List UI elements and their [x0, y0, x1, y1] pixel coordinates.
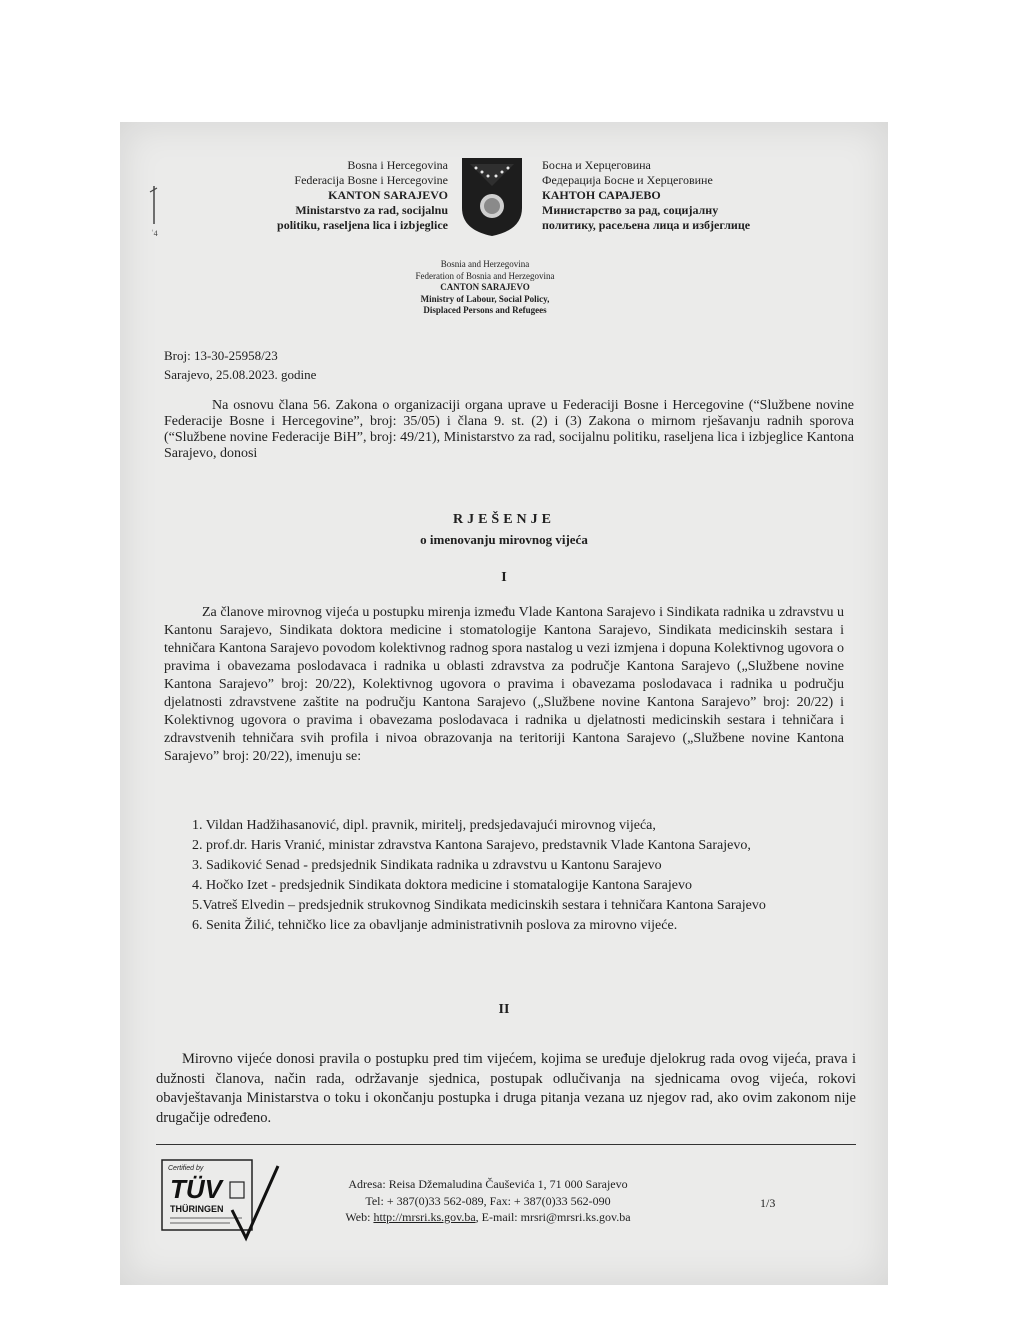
section-heading-1: I: [501, 570, 507, 585]
list-item: 4. Hočko Izet - predsjednik Sindikata doktora medicine i stomatalogije Kantona Sarajevo: [192, 878, 692, 893]
footer-web-line: [288, 1209, 688, 1226]
header-english-line: Displaced Persons and Refugees: [423, 305, 547, 315]
footer-web-link[interactable]: http://mrsri.ks.gov.ba: [373, 1210, 476, 1224]
header-left-line: Federacija Bosne i Hercegovine: [294, 173, 448, 187]
section-1-paragraph: [164, 604, 844, 766]
header-english: [380, 259, 590, 317]
section-2-paragraph: [156, 1050, 856, 1128]
intro-paragraph: [164, 398, 854, 462]
list-item: 3. Sadiković Senad - predsjednik Sindikata radnika u zdravstvu u Kantonu Sarajevo: [192, 858, 662, 873]
header-english-line: Bosnia and Herzegovina: [440, 259, 530, 269]
header-left-line: Bosna i Hercegovina: [347, 158, 448, 172]
footer-address-line: Adresa: Reisa Džemaludina Čauševića 1, 71 000 Sarajevo: [348, 1177, 628, 1191]
header-left: [220, 158, 448, 233]
header-left-line: KANTON SARAJEVO: [328, 188, 448, 202]
list-item: 1. Vildan Hadžihasanović, dipl. pravnik, miritelj, predsjedavajući mirovnog vijeća,: [192, 818, 656, 833]
header-right-line: политику, расељена лица и избјеглице: [542, 218, 751, 232]
list-item: 5.Vatreš Elvedin – predsjednik strukovnog Sindikata medicinskih sestara i tehničara Kantona Sarajevo: [192, 898, 766, 913]
section-heading-2: II: [498, 1002, 510, 1017]
header-english-line: CANTON SARAJEVO: [440, 282, 530, 292]
header-right-line: Босна и Херцеговина: [542, 158, 651, 172]
header-right-line: Федерација Босне и Херцеговине: [542, 173, 713, 187]
document-number: Broj: 13-30-25958/23: [164, 348, 278, 363]
coat-of-arms-icon: [460, 156, 524, 238]
footer-web-label: Web:: [345, 1210, 374, 1224]
header-right-line: Министарство за рад, социјалну: [542, 203, 719, 217]
section-2-text: Mirovno vijeće donosi pravila o postupku pred tim vijećem, kojima se uređuje djelokrug rada ovog vijeća, prava i dužnosti članova, način rada, održavanje sjednica, postupak odlučivanja na sjednicama ovog vijeća, rokovi obavještavanja Ministarstva o toku i okončanju postupka i druga pitanja vezana uz njegov rad, ako ovim zakonom nije drugačije određeno.: [156, 1051, 856, 1126]
header-english-line: Federation of Bosnia and Herzegovina: [415, 270, 555, 281]
document-date: Sarajevo, 25.08.2023. godine: [164, 367, 317, 382]
page-number: 1/3: [760, 1196, 776, 1210]
footer-address: [288, 1176, 688, 1226]
header-left-line: politiku, raseljena lica i izbjeglice: [277, 218, 448, 232]
header-right: [542, 158, 802, 233]
tuv-certification-logo: [160, 1152, 280, 1248]
header-left-line: Ministarstvo za rad, socijalnu: [295, 203, 448, 217]
members-list: [136, 816, 876, 936]
header-right-line: КАНТОН САРАЈЕВО: [542, 188, 661, 202]
list-item: 6. Senita Žilić, tehničko lice za obavljanje administrativnih poslova za mirovno vijeće.: [192, 918, 678, 933]
svg-text:ʿ4: ʿ4: [151, 229, 158, 238]
document-subtitle: o imenovanju mirovnog vijeća: [420, 532, 588, 547]
document-page: [120, 122, 888, 1285]
header-english-line: Ministry of Labour, Social Policy,: [420, 293, 550, 304]
footer-email: , E-mail: mrsri@mrsri.ks.gov.ba: [475, 1210, 631, 1224]
list-item: 2. prof.dr. Haris Vranić, ministar zdravstva Kantona Sarajevo, predstavnik Vlade Kantona Sarajevo,: [192, 838, 751, 853]
margin-mark: [148, 184, 162, 238]
footer-phone-line: Tel: + 387(0)33 562-089, Fax: + 387(0)33 562-090: [365, 1193, 611, 1208]
tuv-certified-label: Certified by: [168, 1165, 204, 1172]
section-1-text: Za članove mirovnog vijeća u postupku mirenja između Vlade Kantona Sarajevo i Sindikata radnika u zdravstvu u Kantonu Sarajevo, Sindikata doktora medicine i stomatologije Kantona Sarajevo, Sindikata medicinskih sestara i tehničara Kantona Sarajevo povodom kolektivnog radnog spora nastalog u vezi izmjena i dopuna Kolektivnog ugovora o pravima i obavezama poslodavaca i radnika u oblasti zdravstva za područje Kantona Sarajevo („Službene novine Kantona Sarajevo” broj: 20/22), Kolektivnog ugovora o pravima i obavezama poslodavaca i radnika u području djelatnosti zdravstvene zaštite na području Kantona Sarajevo („Službene novine Kantona Sarajevo” broj: 20/22) i Kolektivnog ugovora o pravima i obavezama poslodavaca i radnika u djelatnosti medicinskih sestara i tehničara i zdravstvenih tehničara svih profila i nivoa obrazovanja na teritoriji Kantona Sarajevo („Službene novine Kantona Sarajevo” broj: 20/22), imenuju se:: [164, 605, 844, 764]
footer-divider: [156, 1144, 856, 1145]
tuv-region: THÜRINGEN: [170, 1204, 224, 1214]
tuv-logo-icon: [160, 1152, 280, 1248]
intro-text: Na osnovu člana 56. Zakona o organizaciji organa uprave u Federaciji Bosne i Hercegovine (“Službene novine Federacije Bosne i Hercegovine”, broj: 35/05) i člana 9. st. (2) i (3) Zakona o mirnom rješavanju radnih sporova (“Službene novine Federacije BiH”, broj: 49/21), Ministarstvo za rad, socijalnu politiku, raseljena lica i izbjeglice Kantona Sarajevo, donosi: [164, 398, 854, 461]
document-title: RJEŠENJE: [452, 512, 556, 527]
tuv-name: TÜV: [170, 1174, 222, 1204]
